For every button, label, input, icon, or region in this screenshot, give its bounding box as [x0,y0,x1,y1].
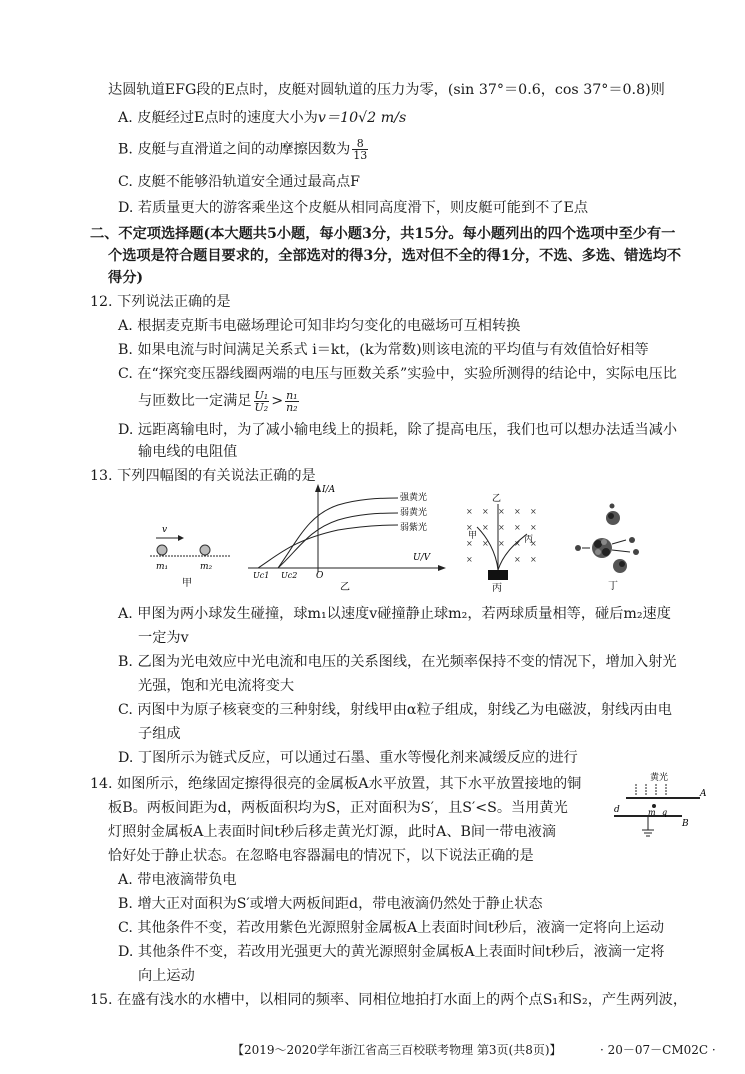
q13-option-a-line1: A. 甲图为两小球发生碰撞，球m₁以速度v碰撞静止球m₂，若两球质量相等，碰后m₂速度 [118,606,671,622]
svg-text:×: × [466,523,473,532]
figure-yi-graph [248,480,448,592]
fraction-u1-u2: $\frac{\text{U₁}}{\text{U₂}}$ [254,388,269,414]
label-uc2: Uc2 [281,571,298,580]
q12-option-d-line2: 输电线的电阻值 [138,444,238,460]
y-axis-label: I/A [322,485,336,495]
svg-text:×: × [514,555,521,564]
q12-stem: 12. 下列说法正确的是 [90,294,231,310]
label-charge-q: q [662,808,668,817]
q13-option-c-line2: 子组成 [138,726,181,742]
q13-option-c-line1: C. 丙图中为原子核衰变的三种射线，射线甲由α粒子组成，射线乙为电磁波，射线丙由电 [118,702,672,718]
q14-option-d-line1: D. 其他条件不变，若改用光强更大的黄光源照射金属板A上表面时间t秒后，液滴一定将 [118,944,665,960]
curve-weak-violet [258,525,398,568]
caption-jia: 甲 [182,578,192,589]
svg-text:×: × [530,555,537,564]
neutron-out-2 [633,549,639,555]
section2-line2: 个选项是符合题目要求的，全部选对的得3分，选对但不全的得1分，不选、多选、错选均不 [108,248,682,264]
q11-option-d: D. 若质量更大的游客乘坐这个皮艇从相同高度滑下，则皮艇可能到不了E点 [118,200,589,216]
svg-text:×: × [482,523,489,532]
neutron-out-1 [629,537,635,543]
label-uc1: Uc1 [253,571,270,580]
svg-text:×: × [482,507,489,516]
q13-option-d: D. 丁图所示为链式反应，可以通过石墨、重水等慢化剂来减缓反应的进行 [118,750,578,766]
svg-text:×: × [498,523,505,532]
label-strong-yellow: 强黄光 [400,493,428,503]
figure-ding [568,500,648,592]
label-yellow-light: 黄光 [650,773,669,783]
q11-option-b: B. 皮艇与直滑道之间的动摩擦因数为 $\frac{8}{13}$ [118,137,368,162]
svg-text:×: × [482,539,489,548]
exam-code: · 20－07－CM02C · [600,1043,716,1057]
radioactive-source [488,570,508,580]
label-plate-a: A [700,789,707,799]
q14-line2: 板B。两板间距为d，两板面积均为S，正对面积为S′，且S′<S。当用黄光 [108,800,568,816]
ray-label-yi: 乙 [492,494,502,504]
fraction-n1-n2: $\frac{\text{n₁}}{\text{n₂}}$ [286,388,298,414]
label-distance-d: d [614,805,620,815]
svg-text:×: × [466,555,473,564]
figure-jia-drawing [150,520,240,590]
q14-option-d-line2: 向上运动 [138,968,195,984]
section2-line3: 得分) [108,270,144,286]
q12-option-d-line1: D. 远距离输电时，为了减小输电线上的损耗，除了提高电压，我们也可以想办法适当减小 [118,422,678,438]
label-origin: O [316,571,324,581]
q12-option-b: B. 如果电流与时间满足关系式 i＝kt，(k为常数)则该电流的平均值与有效值恰好相等 [118,342,649,358]
q13-option-b-line1: B. 乙图为光电效应中光电流和电压的关系图线，在光频率保持不变的情况下，增加入射光 [118,654,677,670]
svg-text:×: × [530,507,537,516]
svg-text:×: × [514,523,521,532]
svg-text:×: × [498,539,505,548]
x-axis-arrow [438,565,446,571]
fragment-top [606,511,620,525]
q14-line1: 14. 如图所示，绝缘固定擦得很亮的金属板A水平放置，其下水平放置接地的铜 [90,776,582,792]
ray-label-jia: 甲 [468,531,478,541]
svg-text:×: × [514,507,521,516]
label-weak-yellow: 弱黄光 [400,508,428,518]
ray-label-bing: 丙 [524,535,534,545]
figure-yi [248,480,448,592]
x-axis-label: U/V [413,553,431,563]
neutron-out-3 [610,504,615,509]
q13-option-a-line2: 一定为v [138,630,189,646]
neutron-incoming [575,545,581,551]
caption-yi: 乙 [340,582,350,592]
q11-option-a: A. 皮艇经过E点时的速度大小为v＝10√2 m/s [118,110,407,126]
arrow-head [178,535,184,541]
figure-q14-capacitor [612,770,712,840]
label-mass-m: m [648,808,656,817]
svg-text:×: × [466,507,473,516]
q14-option-b: B. 增大正对面积为S′或增大两板间距d，带电液滴仍然处于静止状态 [118,896,543,912]
figure-bing [462,492,542,592]
ball-m2 [200,545,210,555]
q12-option-c-line2: 与匝数比一定满足 $\frac{\text{U₁}}{\text{U₂}}$ > $\frac{\text{n₁}}{\text{n₂}}$ [138,388,298,414]
ray-jia [477,527,498,570]
label-weak-violet: 弱紫光 [400,523,428,533]
fragment-bottom [613,559,627,573]
svg-text:×: × [530,539,537,548]
q11-option-c: C. 皮艇不能够沿轨道安全通过最高点F [118,174,361,190]
svg-text:×: × [466,539,473,548]
q14-line4: 恰好处于静止状态。在忽略电容器漏电的情况下，以下说法正确的是 [108,848,534,864]
svg-text:×: × [514,539,521,548]
svg-text:×: × [530,523,537,532]
q11-intro: 达圆轨道EFG段的E点时，皮艇对圆轨道的压力为零，(sin 37°＝0.6，cos 37°＝0.8)则 [108,82,665,98]
y-axis-arrow [315,484,321,492]
label-v: v [162,525,168,535]
q12-option-a: A. 根据麦克斯韦电磁场理论可知非均匀变化的电磁场可互相转换 [118,318,521,334]
page-footer: 【2019～2020学年浙江省高三百校联考物理 第3页(共8页)】 [232,1043,562,1057]
curve-strong-yellow [278,498,398,568]
heavy-nucleus [592,538,612,558]
path-1 [612,540,626,544]
path-2 [612,550,630,552]
label-plate-b: B [682,819,689,829]
svg-text:×: × [498,507,505,516]
label-m1: m₁ [156,562,169,572]
figure-bing-drawing [462,492,542,592]
section2-line1: 二、不定项选择题(本大题共5小题，每小题3分，共15分。每小题列出的四个选项中至少有一 [90,226,676,242]
q13-option-b-line2: 光强，饱和光电流将变大 [138,678,295,694]
caption-bing: 丙 [492,583,502,592]
q14-option-c: C. 其他条件不变，若改用紫色光源照射金属板A上表面时间t秒后，液滴一定将向上运动 [118,920,665,936]
figure-q14-drawing [612,770,712,840]
label-m2: m₂ [200,562,213,572]
q12-option-c-line1: C. 在“探究变压器线圈两端的电压与匝数关系”实验中，实验所测得的结论中，实际电压比 [118,366,677,382]
figure-ding-drawing [568,500,648,592]
ball-m1 [157,545,167,555]
q15-line1: 15. 在盛有浅水的水槽中，以相同的频率、同相位地拍打水面上的两个点S₁和S₂，产生两列波， [90,992,688,1008]
q14-option-a: A. 带电液滴带负电 [118,872,237,888]
q14-line3: 灯照射金属板A上表面时间t秒后移走黄光灯源，此时A、B间一带电液滴 [108,824,557,840]
q13-stem: 13. 下列四幅图的有关说法正确的是 [90,468,316,484]
caption-ding: 丁 [608,581,618,592]
figure-jia [150,520,240,590]
fraction-8-13: $\frac{8}{13}$ [353,137,368,162]
